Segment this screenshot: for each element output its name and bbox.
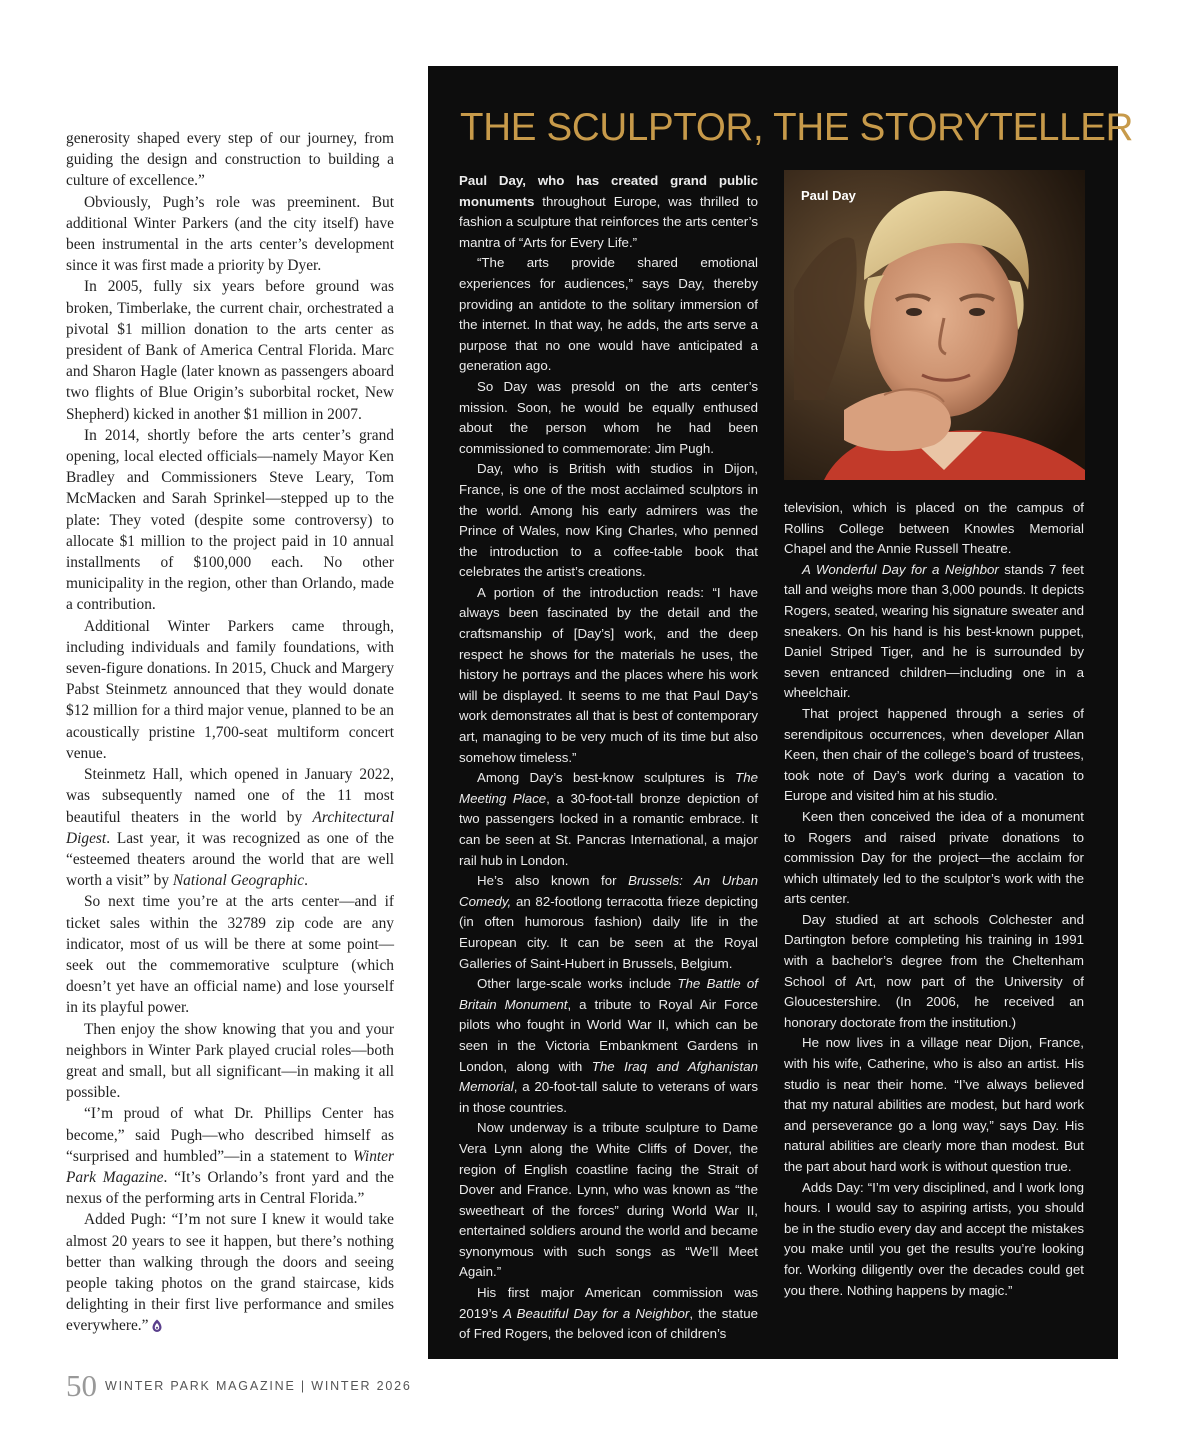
artwork-title: A Wonderful Day for a Neighbor — [802, 561, 999, 577]
artwork-title: Brussels: An Urban Comedy, — [459, 873, 758, 909]
publication-title: Winter Park Magazine — [66, 1147, 394, 1186]
publication-title: Architectural Digest — [66, 808, 394, 847]
sidebar-title: THE SCULPTOR, THE STORYTELLER — [460, 106, 1134, 149]
paragraph: Additional Winter Parkers came through, including individuals and family foundations, with seven-figure donations. In 2015, Chuck and Margery Pabst Steinmetz announced that they would donate $12 million for a third major venue, planned to be an acoustically pristine 1,700-seat multiform concert venue. — [66, 617, 394, 762]
article-column — [66, 128, 394, 1337]
paragraph: A portion of the introduction reads: “I have always been fascinated by the detail and the craftsmanship of [Day’s] work, and the deep respect he shows for the materials he uses, the history he portrays and the places where his work will be displayed. It seems to me that Paul Day’s work demonstrates all that is best of contemporary art, managing to be very much of its time but also somehow timeless.” — [459, 584, 758, 765]
paragraph: Among Day’s best-know sculptures is The Meeting Place, a 30-foot-tall bronze depiction of two passengers locked in a romantic embrace. It can be seen at St. Pancras International, a major rail hub in London. — [459, 770, 759, 868]
paragraph: Adds Day: “I’m very disciplined, and I work long hours. I would say to aspiring artists, you should be in the studio every day and accept the mistakes you make until you get the results you’re looking for. Working diligently over the decades could get you there. Nothing happens by magic.” — [784, 1179, 1084, 1298]
paragraph: Paul Day, who has created grand public monuments throughout Europe, was thrilled to fashion a sculpture that reinforces the arts center’s mantra of “Arts for Every Life.” — [459, 173, 758, 250]
paragraph: Added Pugh: “I’m not sure I knew it would take almost 20 years to see it happen, but there’s nothing better than walking through the doors and seeing people taking photos on the grand staircase, kids delighting in their first live performance and smiles everywhere.” — [66, 1211, 394, 1335]
paragraph: Now underway is a tribute sculpture to Dame Vera Lynn along the White Cliffs of Dover, the region of English coastline facing the Strait of Dover and France. Lynn, who was known as “the sweetheart of the forces” during World War II, entertained soldiers around the world and became synonymous with such songs as “We’ll Meet Again.” — [459, 1120, 758, 1280]
artwork-title: The Battle of Britain Monument — [459, 976, 758, 1012]
artwork-title: The Iraq and Afghanistan Memorial — [459, 1058, 758, 1095]
paragraph: Day studied at art schools Colchester and Dartington before completing his training in 1991 with a bachelor’s degree from the Cheltenham School of Art, now part of the University of Gloucestershire. (In 2006, he received an honorary doctorate from the institution.) — [784, 911, 1084, 1030]
artwork-title: The Meeting Place — [459, 770, 758, 806]
portrait-photo — [784, 170, 1085, 480]
paragraph: Day, who is British with studios in Dijon, France, is one of the most acclaimed sculptors in the world. Among his early admirers was the Prince of Wales, now King Charles, who penned the introduction to a coffee-table book that celebrates the artist’s creations. — [459, 461, 758, 580]
paragraph: He now lives in a village near Dijon, France, with his wife, Catherine, who is also an artist. His studio is near their home. “I’ve always believed that my natural abilities are modest, but hard work and perseverance go a long way,” says Day. His natural abilities are clearly more than modest. But the part about hard work is without question true. — [784, 1035, 1084, 1174]
paragraph: A Wonderful Day for a Neighbor stands 7 feet tall and weighs more than 3,000 pounds. It depicts Rogers, seated, wearing his signature sweater and sneakers. On his hand is his best-known puppet, Daniel Striped Tiger, and he is surrounded by seven entranced children—including one in a wheelchair. — [784, 561, 1084, 701]
paragraph: That project happened through a series of serendipitous occurrences, when developer Allan Keen, then chair of the college’s board of trustees, took note of Day’s work during a vacation to Europe and visited him at his studio. — [784, 705, 1084, 804]
paragraph: In 2014, shortly before the arts center’s grand opening, local elected officials—namely Mayor Ken Bradley and Commissioners Steve Leary, Tom McMacken and Sarah Sprinkel—stepped up to the plate: They voted (despite some controversy) to allocate $1 million to the project paid in 10 annual installments of $100,000 each. No other municipality in the region, other than Orlando, made a contribution. — [66, 426, 394, 614]
paragraph: In 2005, fully six years before ground was broken, Timberlake, the current chair, orchestrated a pivotal $1 million donation to the arts center as president of Bank of America Central Florida. Marc and Sharon Hagle (later known as passengers aboard two flights of Blue Origin’s suborbital rocket, New Shepherd) kicked in another $1 million in 2007. — [66, 278, 394, 423]
end-mark-icon — [152, 1319, 162, 1332]
paragraph: Then enjoy the show knowing that you and your neighbors in Winter Park played crucial roles—both great and small, but all significant—in making it all possible. — [66, 1020, 394, 1102]
paragraph: generosity shaped every step of our journey, from guiding the design and construction to building a culture of excellence.” — [66, 130, 394, 190]
paragraph: Obviously, Pugh’s role was preeminent. But additional Winter Parkers (and the city itself) have been instrumental in the arts center’s development since it was first made a priority by Dyer. — [66, 193, 394, 275]
paragraph: Other large-scale works include The Battle of Britain Monument, a tribute to Royal Air Force pilots who fought in World War II, which can be seen in the Victoria Embankment Gardens in London, along with The Iraq and Afghanistan Memorial, a 20-foot-tall salute to veterans of wars in those countries. — [459, 976, 758, 1115]
paragraph: So Day was presold on the arts center’s mission. Soon, he would be equally enthused about the person whom he had been commissioned to commemorate: Jim Pugh. — [459, 378, 758, 456]
paragraph: He’s also known for Brussels: An Urban Comedy, an 82-footlong terracotta frieze depicting (in often humorous fashion) daily life in the European city. It can be seen at the Royal Galleries of Saint-Hubert in Brussels, Belgium. — [459, 873, 758, 971]
paragraph: His first major American commission was 2019’s A Beautiful Day for a Neighbor, the statue of Fred Rogers, the beloved icon of children’s — [459, 1285, 758, 1342]
photo-caption: Paul Day — [801, 188, 856, 203]
sidebar-column-2 — [784, 498, 1084, 1301]
sidebar-box — [428, 66, 1134, 1359]
paragraph: Steinmetz Hall, which opened in January 2022, was subsequently named one of the 11 most beautiful theaters in the world by Architectural Digest. Last year, it was recognized as one of the “esteemed theaters around the world that are well worth a visit” by National Geographic. — [66, 766, 394, 890]
running-footer: WINTER PARK MAGAZINE | WINTER 2026 — [105, 1379, 412, 1393]
publication-title: National Geographic — [172, 872, 305, 890]
paragraph: television, which is placed on the campus of Rollins College between Knowles Memorial Chapel and the Annie Russell Theatre. — [784, 500, 1084, 557]
sidebar-column-1 — [459, 171, 758, 1345]
page-number: 50 — [66, 1368, 97, 1403]
paragraph: “The arts provide shared emotional experiences for audiences,” says Day, thereby providing an antidote to the solitary immersion of the internet. In that way, he adds, the arts serve a purpose that no one would have anticipated a generation ago. — [459, 255, 758, 374]
artwork-title: A Beautiful Day for a Neighbor — [503, 1305, 690, 1321]
paragraph: So next time you’re at the arts center—and if ticket sales within the 32789 zip code are any indicator, most of us will be there at some point—seek out the commemorative sculpture (which doesn’t yet have an official name) and lose yourself in its playful power. — [66, 893, 394, 1017]
portrait-image — [784, 170, 1085, 480]
paragraph: Keen then conceived the idea of a monument to Rogers and raised private donations to commission Day for the project—the acclaim for which ultimately led to the sculptor’s work with the arts center. — [784, 808, 1084, 907]
paragraph: “I’m proud of what Dr. Phillips Center has become,” said Pugh—who described himself as “surprised and humbled”—in a statement to Winter Park Magazine. “It’s Orlando’s front yard and the nexus of the performing arts in Central Florida.” — [66, 1105, 394, 1208]
page-footer — [66, 1368, 412, 1404]
